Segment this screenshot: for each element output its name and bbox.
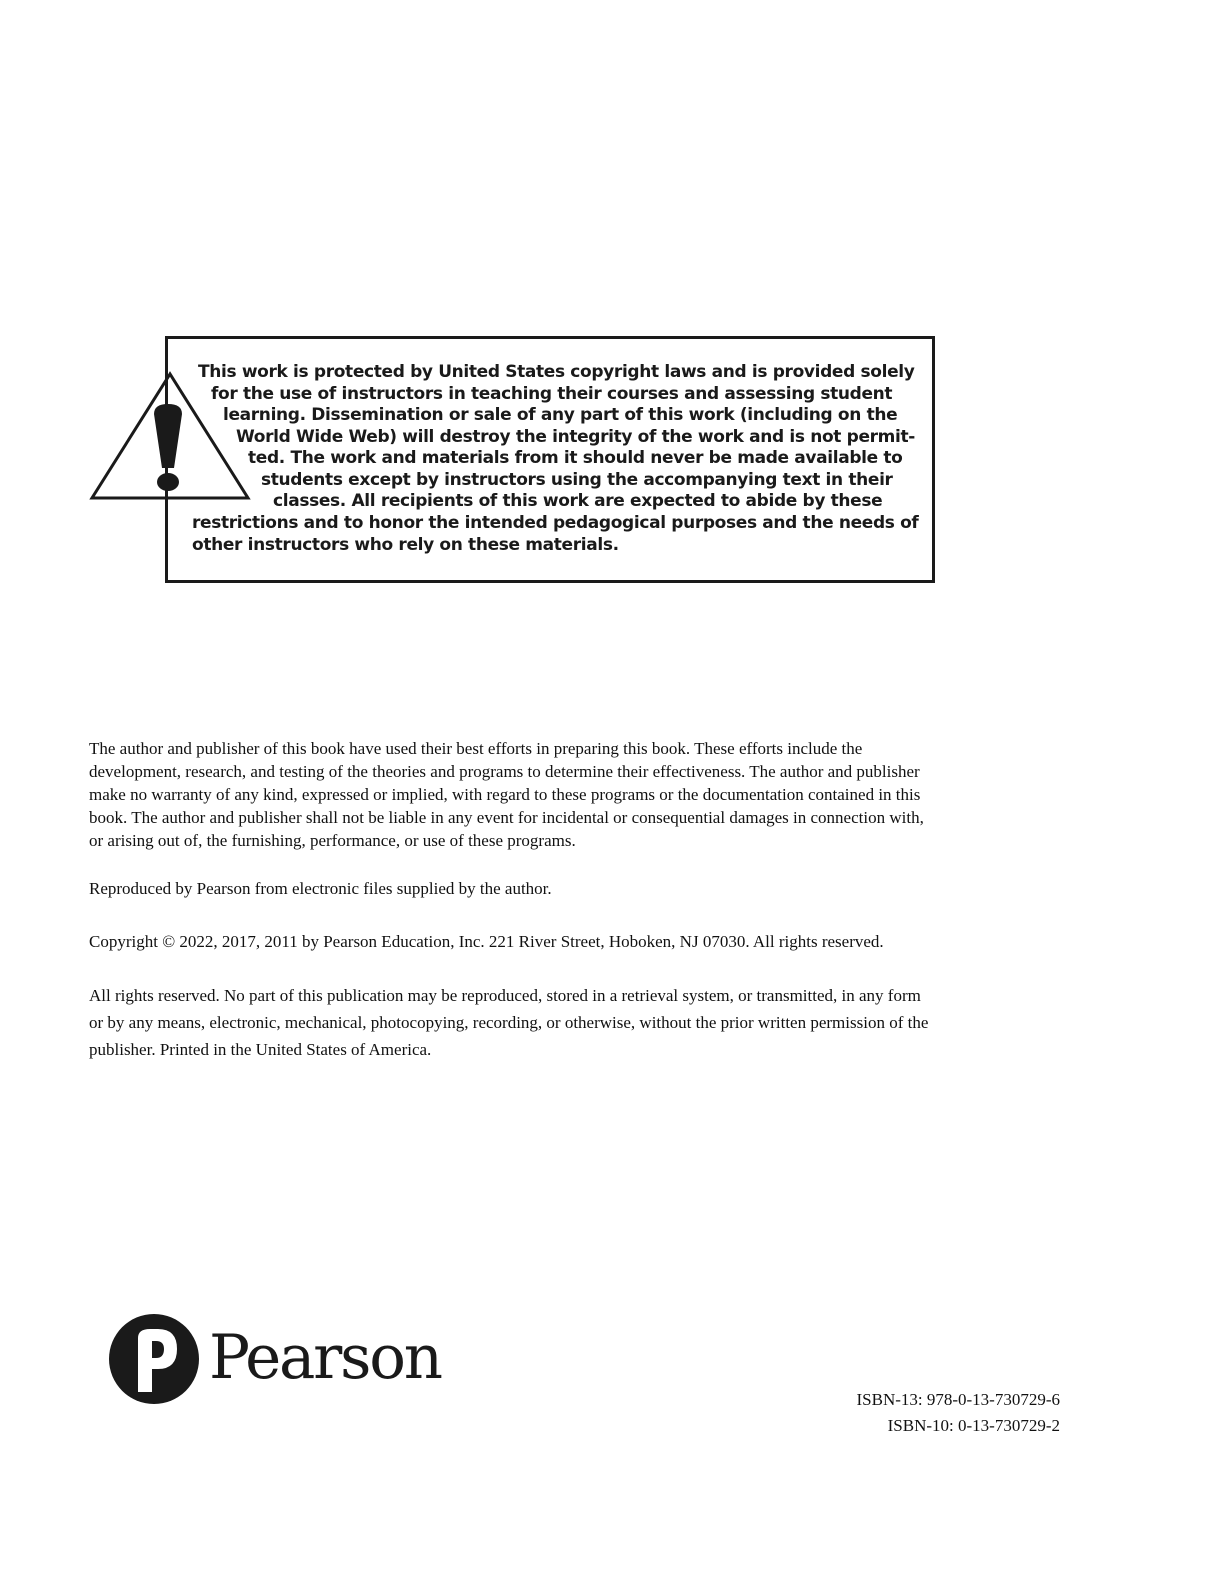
notice-line-6: students except by instructors using the accompanying text in their xyxy=(261,470,893,490)
isbn-10: ISBN-10: 0-13-730729-2 xyxy=(887,1416,1060,1435)
copyright-statement xyxy=(89,930,1079,953)
notice-line-2: for the use of instructors in teaching their courses and assessing student xyxy=(211,384,893,404)
disclaimer-line: make no warranty of any kind, expressed or implied, with regard to these programs or the documentation contained in this xyxy=(89,785,921,804)
pearson-wordmark: Pearson xyxy=(209,1322,441,1393)
disclaimer-line: The author and publisher of this book have used their best efforts in preparing this book. These efforts include the xyxy=(89,739,863,758)
reproduced-statement xyxy=(89,877,1079,900)
isbn-13: ISBN-13: 978-0-13-730729-6 xyxy=(856,1390,1060,1409)
notice-line-3: learning. Dissemination or sale of any part of this work (including on the xyxy=(223,405,898,425)
notice-line-7: classes. All recipients of this work are expected to abide by these xyxy=(273,491,883,511)
rights-paragraph xyxy=(89,982,1079,1063)
notice-line-5: ted. The work and materials from it should never be made available to xyxy=(248,448,903,468)
rights-line: All rights reserved. No part of this publication may be reproduced, stored in a retrieval system, or transmitted, in any form xyxy=(89,986,921,1005)
pearson-p-logo-icon xyxy=(108,1312,200,1406)
notice-line-8: restrictions and to honor the intended pedagogical purposes and the needs of xyxy=(192,513,919,533)
rights-line: publisher. Printed in the United States of America. xyxy=(89,1040,432,1059)
disclaimer-line: or arising out of, the furnishing, performance, or use of these programs. xyxy=(89,831,576,850)
copyright-text: Copyright © 2022, 2017, 2011 by Pearson Education, Inc. 221 River Street, Hoboken, NJ 07030. All rights reserved. xyxy=(89,932,884,951)
notice-line-9: other instructors who rely on these materials. xyxy=(192,535,619,555)
reproduced-text: Reproduced by Pearson from electronic files supplied by the author. xyxy=(89,879,552,898)
disclaimer-line: book. The author and publisher shall not be liable in any event for incidental or consequential damages in connection with, xyxy=(89,808,924,827)
disclaimer-line: development, research, and testing of the theories and programs to determine their effectiveness. The author and publisher xyxy=(89,762,920,781)
disclaimer-paragraph xyxy=(89,737,1079,852)
notice-line-4: World Wide Web) will destroy the integrity of the work and is not permit- xyxy=(236,427,916,447)
rights-line: or by any means, electronic, mechanical, photocopying, recording, or otherwise, without the prior written permission of the xyxy=(89,1013,929,1032)
notice-line-1: This work is protected by United States copyright laws and is provided solely xyxy=(198,362,915,382)
